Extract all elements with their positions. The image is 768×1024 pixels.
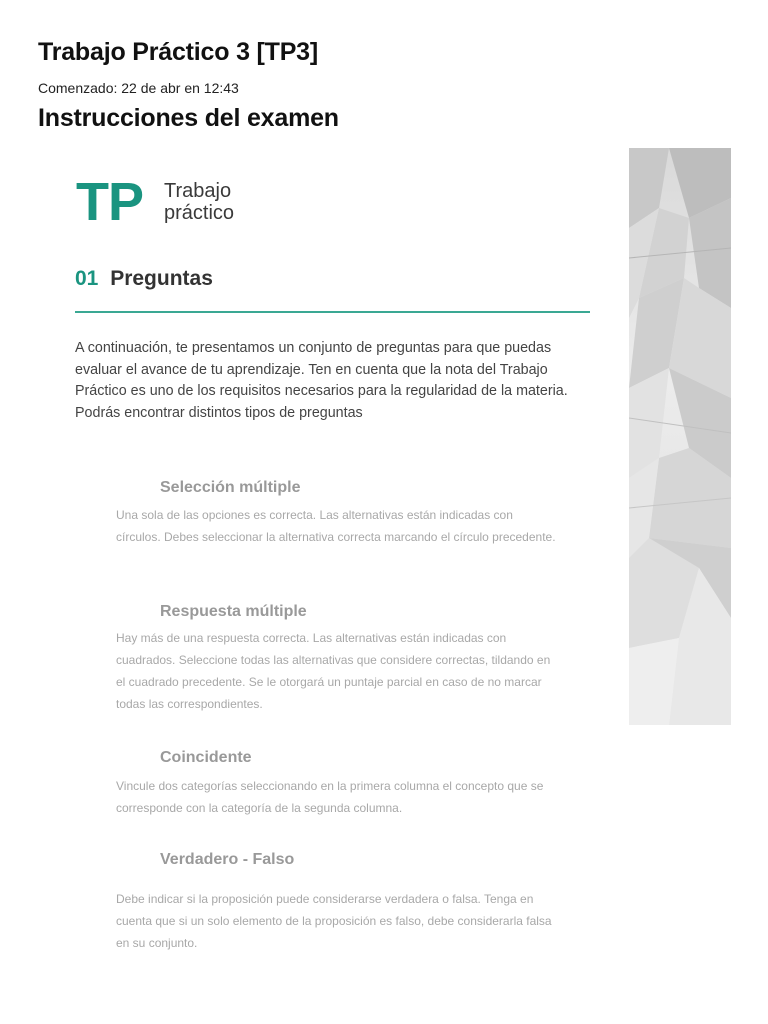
instructions-title: Instrucciones del examen (38, 104, 339, 132)
question-type-title: Coincidente (160, 749, 252, 766)
section-heading (75, 267, 213, 291)
question-type-description: Una sola de las opciones es correcta. Las alternativas están indicadas con círculos. Debes seleccionar la alternativa correcta marcando el círculo precedente. (116, 508, 556, 544)
section-label: Preguntas (110, 267, 213, 290)
question-type-description: Vincule dos categorías seleccionando en la primera columna el concepto que se corresponde con la categoría de la segunda columna. (116, 779, 544, 815)
question-type-title: Selección múltiple (160, 479, 301, 496)
question-type-description: Debe indicar si la proposición puede considerarse verdadera o falsa. Tenga en cuenta que si un solo elemento de la proposición es falso, debe considerarla falsa en su conjunto. (116, 892, 552, 950)
question-type-matching (116, 749, 556, 819)
question-type-true-false (116, 851, 556, 954)
question-type-title: Respuesta múltiple (160, 603, 307, 620)
section-number: 01 (75, 267, 99, 290)
exam-title: Trabajo Práctico 3 [TP3] (38, 38, 319, 66)
decorative-banner-image (629, 148, 731, 725)
question-type-title: Verdadero - Falso (160, 851, 295, 868)
intro-paragraph: A continuación, te presentamos un conjunto de preguntas para que puedas evaluar el avance de tu aprendizaje. Ten en cuenta que la nota del Trabajo Práctico es uno de los requisitos necesarios para la regularidad de la materia. Podrás encontrar distintos tipos de preguntas (75, 340, 568, 421)
question-type-description: Hay más de una respuesta correcta. Las alternativas están indicadas con cuadrados. Seleccione todas las alternativas que considere correctas, tildando en el cuadrado precedente. Se le otorgará un puntaje parcial en caso de no marcar todas las correspondientes. (116, 631, 551, 711)
started-timestamp: Comenzado: 22 de abr en 12:43 (38, 80, 239, 96)
banner-geometry (629, 148, 731, 725)
question-type-multiple-answer (116, 603, 556, 715)
question-type-multiple-choice (116, 479, 556, 548)
tp-logo-word-line2: práctico (164, 202, 235, 224)
section-divider (75, 311, 590, 313)
tp-logo-wordmark (164, 180, 234, 224)
tp-logo-mark: TP (76, 172, 144, 232)
tp-logo-word-line1: Trabajo (164, 180, 232, 202)
